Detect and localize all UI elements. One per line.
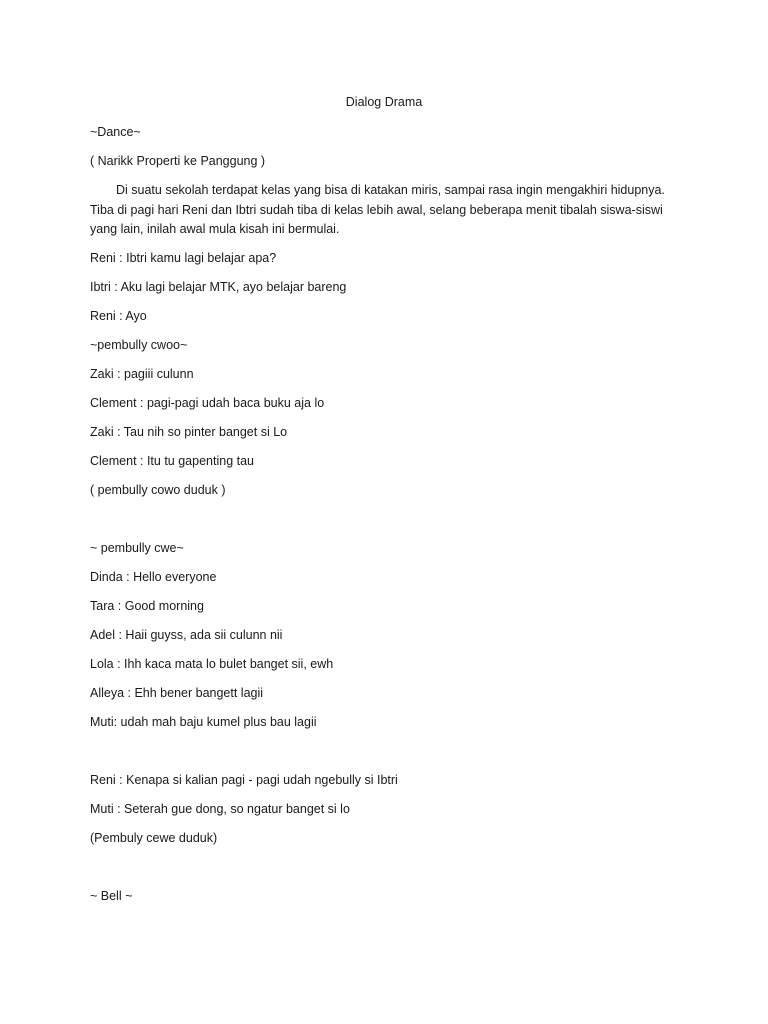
dialog-line: Clement : Itu tu gapenting tau — [90, 454, 254, 468]
dialog-line: Alleya : Ehh bener bangett lagii — [90, 686, 264, 700]
document-title: Dialog Drama — [345, 95, 423, 109]
stage-direction: (Pembuly cewe duduk) — [90, 831, 218, 845]
dialog-line: Lola : Ihh kaca mata lo bulet banget sii, ewh — [90, 657, 334, 671]
dialog-line: Reni : Ayo — [90, 309, 147, 323]
document-body — [90, 123, 680, 916]
stage-direction: ~ pembully cwe~ — [90, 541, 184, 555]
blank-line — [90, 742, 680, 771]
stage-direction: ( pembully cowo duduk ) — [90, 483, 226, 497]
dialog-line: Ibtri : Aku lagi belajar MTK, ayo belajar bareng — [90, 280, 347, 294]
dialog-line: Reni : Kenapa si kalian pagi - pagi udah ngebully si Ibtri — [90, 773, 398, 787]
dialog-line: Muti: udah mah baju kumel plus bau lagii — [90, 715, 317, 729]
stage-direction: ( Narikk Properti ke Panggung ) — [90, 154, 266, 168]
dialog-line: Zaki : pagiii culunn — [90, 367, 194, 381]
dialog-line: Tara : Good morning — [90, 599, 204, 613]
blank-line — [90, 510, 680, 539]
blank-line — [90, 858, 680, 887]
dialog-line: Reni : Ibtri kamu lagi belajar apa? — [90, 251, 277, 265]
dialog-line: Dinda : Hello everyone — [90, 570, 217, 584]
stage-direction: ~pembully cwoo~ — [90, 338, 188, 352]
dialog-line: Muti : Seterah gue dong, so ngatur banget si lo — [90, 802, 350, 816]
dialog-line: Adel : Haii guyss, ada sii culunn nii — [90, 628, 283, 642]
stage-direction: ~Dance~ — [90, 125, 141, 139]
narration-paragraph: Di suatu sekolah terdapat kelas yang bisa di katakan miris, sampai rasa ingin mengakhiri hidupnya. Tiba di pagi hari Reni dan Ibtri sudah tiba di kelas lebih awal, selang beberapa menit tibalah siswa-siswi yang lain, inilah awal mula kisah ini bermulai. — [90, 183, 665, 236]
dialog-line: Clement : pagi-pagi udah baca buku aja lo — [90, 396, 325, 410]
dialog-line: Zaki : Tau nih so pinter banget si Lo — [90, 425, 288, 439]
stage-direction: ~ Bell ~ — [90, 889, 133, 903]
